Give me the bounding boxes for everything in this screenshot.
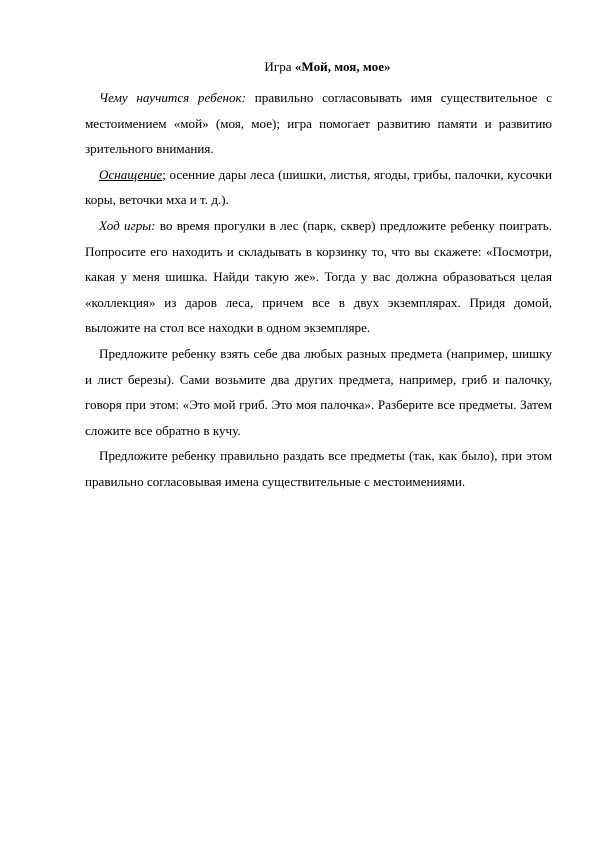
paragraph-take-items — [85, 341, 552, 443]
paragraph-lead-game-process: Ход игры: — [99, 217, 156, 233]
paragraph-learning-goal — [85, 85, 552, 162]
paragraph-game-process — [85, 213, 552, 341]
title-game-name: «Мой, моя, мое» — [294, 59, 391, 74]
paragraph-text-equipment: ; осенние дары леса (шишки, листья, ягоды, грибы, палочки, кусочки коры, веточки мха и т. д.). — [85, 166, 552, 208]
paragraph-lead-equipment: Оснащение — [99, 166, 163, 182]
document-body — [85, 54, 552, 495]
paragraph-text-learning-goal: правильно согласовывать имя существительное с местоимением «мой» (моя, мое); игра помогает развитию памяти и развитию зрительного внимания. — [85, 90, 552, 157]
document-title — [85, 54, 552, 79]
paragraph-distribute-items — [85, 443, 552, 494]
paragraph-text-take-items: Предложите ребенку взять себе два любых разных предмета (например, шишку и лист березы). Сами возьмите два других предмета, например, гриб и палочку, говоря при этом: «Это мой гриб. Это моя палочка». Разберите все предметы. Затем сложите все обратно в кучу. — [85, 345, 552, 438]
paragraph-text-game-process: во время прогулки в лес (парк, сквер) предложите ребенку поиграть. Попросите его находить и складывать в корзинку то, что вы скажете: «Посмотри, какая у меня шишка. Найди такую же». Тогда у вас должна образоваться целая «коллекция» из даров леса, причем все в двух экземплярах. Придя домой, выложите на стол все находки в одном экземпляре. — [85, 217, 552, 336]
paragraph-lead-learning-goal: Чему научится ребенок: — [99, 90, 247, 105]
paragraph-equipment — [85, 162, 552, 213]
title-prefix: Игра — [264, 59, 295, 74]
paragraph-text-distribute-items: Предложите ребенку правильно раздать все предметы (так, как было), при этом правильно согласовывая имена существительные с местоимениями. — [85, 448, 552, 489]
